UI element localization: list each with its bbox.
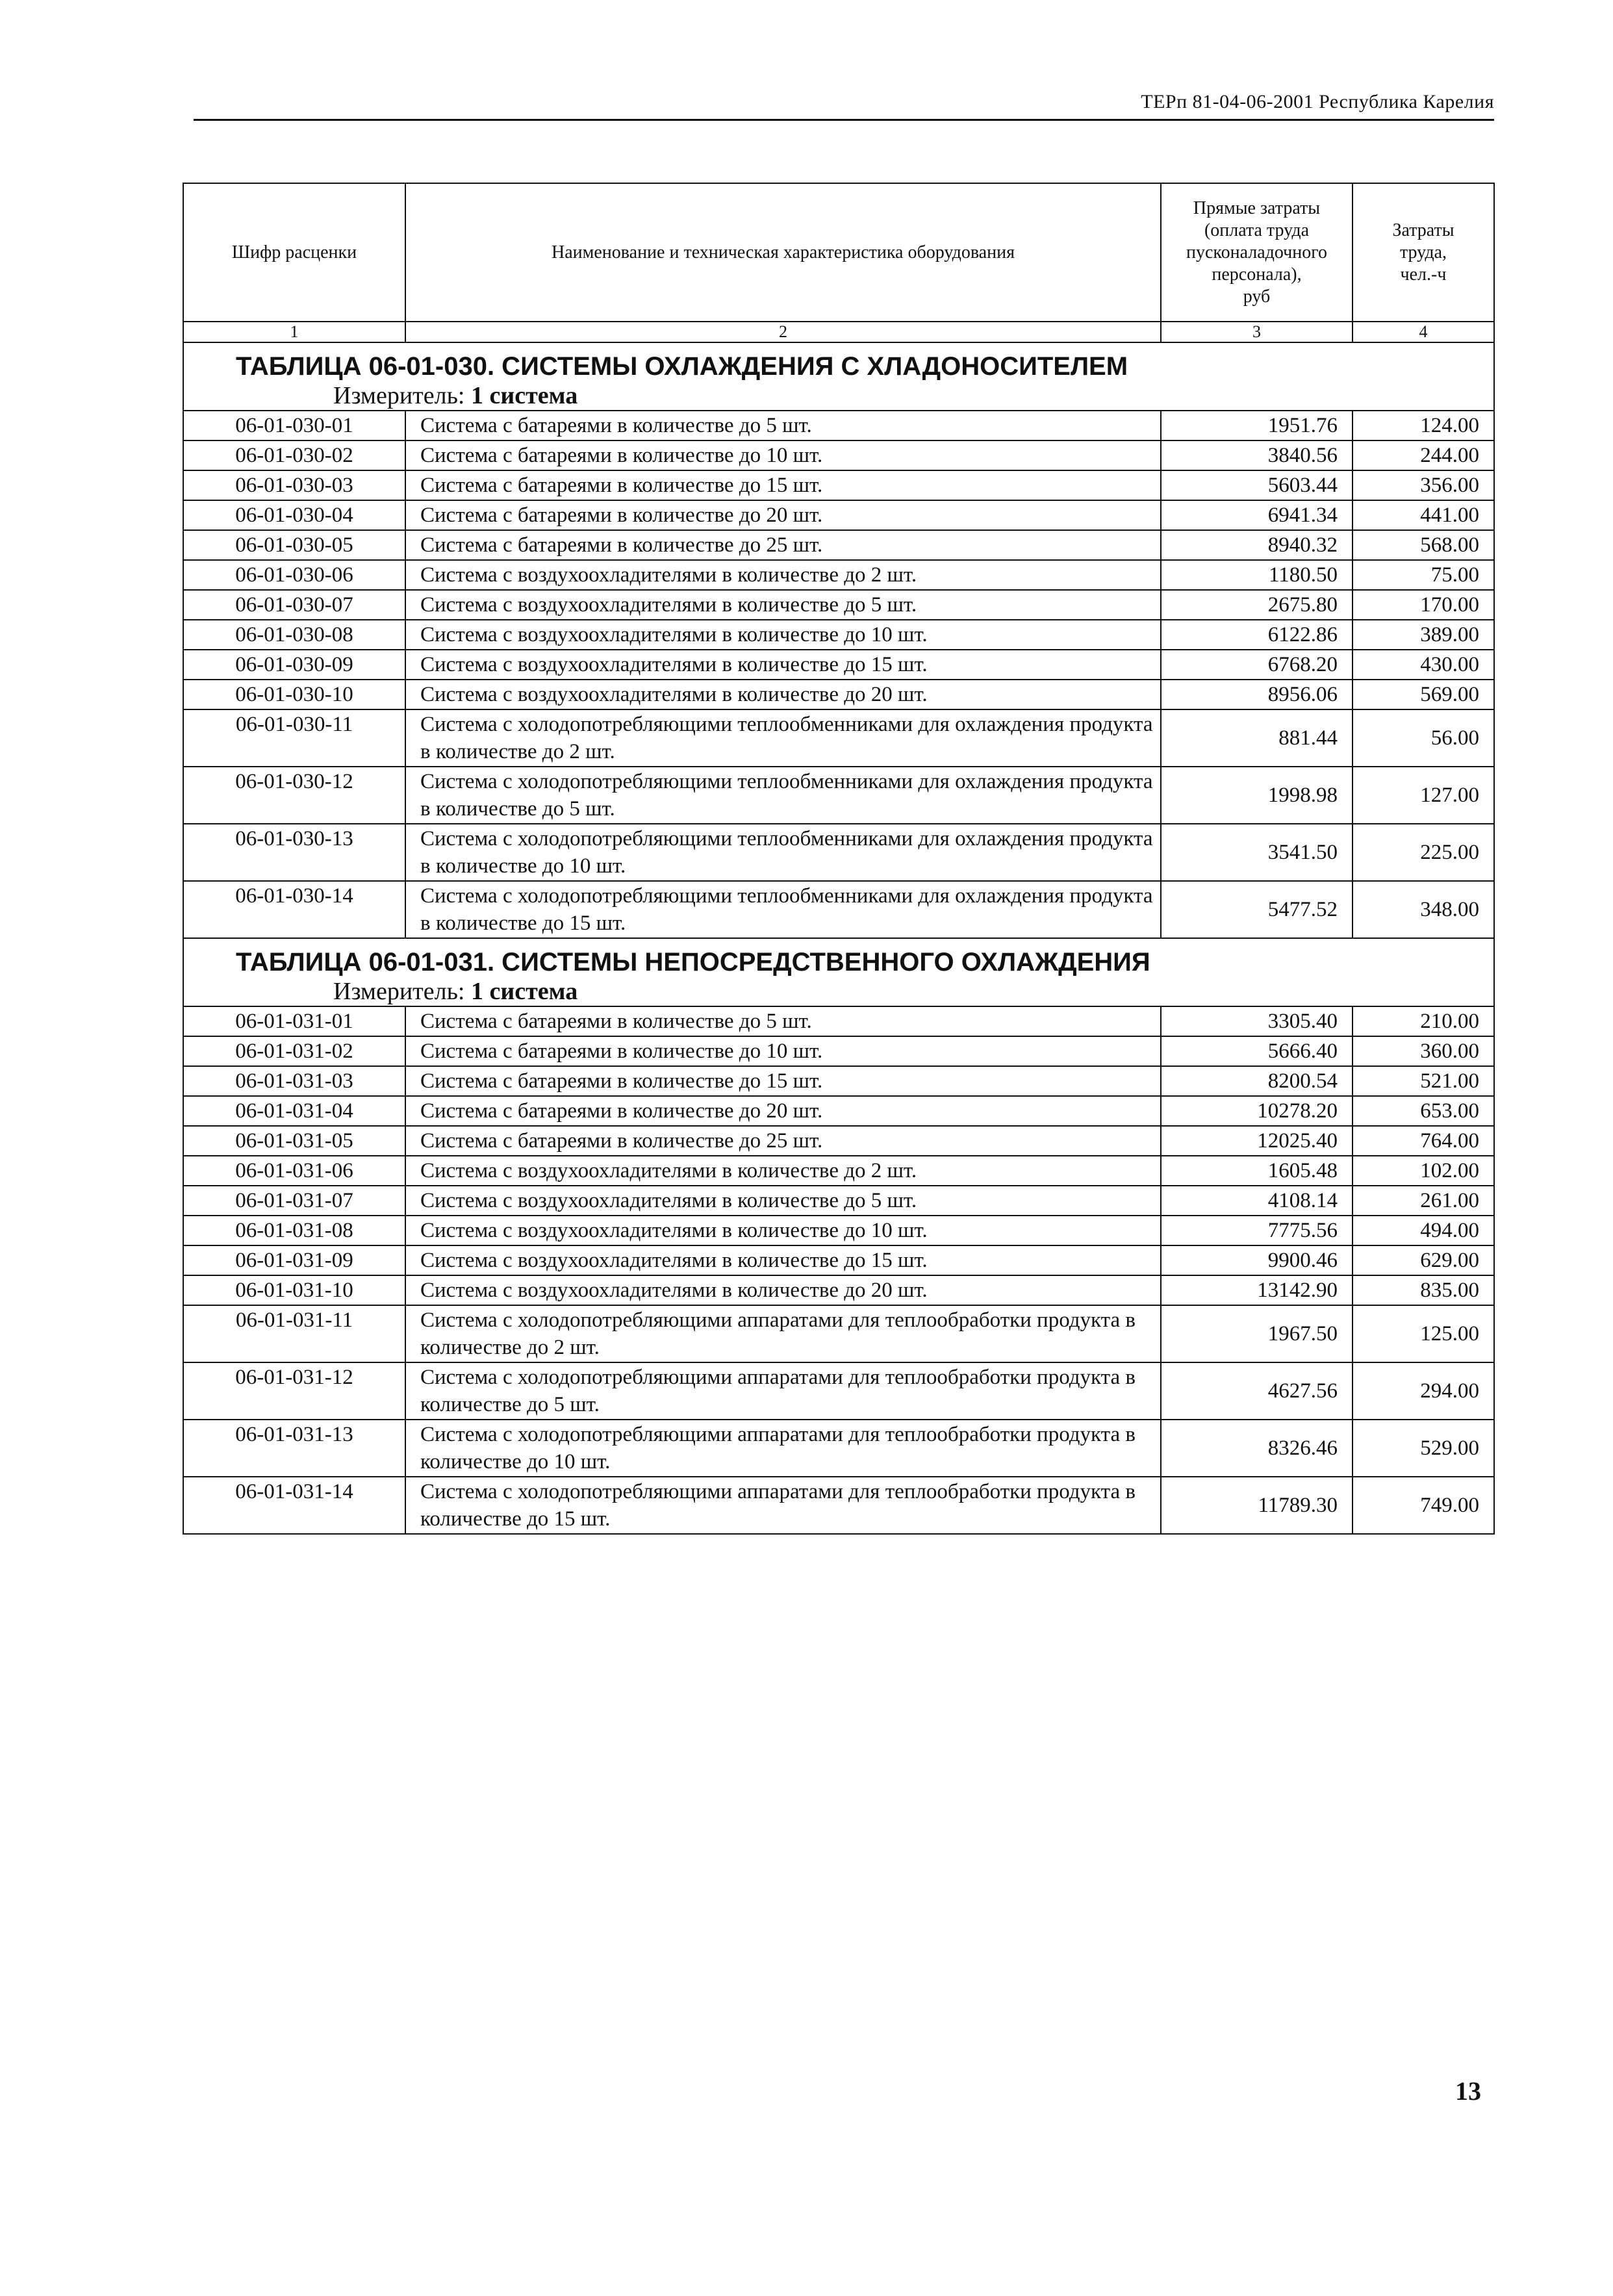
direct-cost-value: 8940.32 [1161,530,1353,560]
rate-code: 06-01-030-08 [183,620,405,650]
section-header-cell [183,938,1494,1006]
section-title: ТАБЛИЦА 06-01-031. СИСТЕМЫ НЕПОСРЕДСТВЕННОГО ОХЛАЖДЕНИЯ [236,948,1150,976]
item-description: Система с воздухоохладителями в количестве до 5 шт. [405,590,1161,620]
direct-cost-value: 3840.56 [1161,440,1353,470]
document-header-title: ТЕРп 81-04-06-2001 Республика Карелия [1141,91,1494,112]
price-table [183,183,1495,1535]
rate-code: 06-01-030-11 [183,709,405,767]
direct-cost-value: 3541.50 [1161,824,1353,881]
rate-code: 06-01-030-13 [183,824,405,881]
rate-code: 06-01-031-11 [183,1305,405,1362]
labor-cost-value: 75.00 [1353,560,1494,590]
column-number: 2 [405,322,1161,342]
rate-code: 06-01-031-12 [183,1362,405,1420]
section-header-row [183,342,1494,411]
labor-cost-value: 389.00 [1353,620,1494,650]
direct-cost-value: 3305.40 [1161,1006,1353,1036]
table-row [183,470,1494,500]
rate-code: 06-01-031-03 [183,1066,405,1096]
item-description: Система с холодопотребляющими теплообменниками для охлаждения продукта в количестве до 5 шт. [405,767,1161,824]
direct-cost-value: 6941.34 [1161,500,1353,530]
direct-cost-value: 1180.50 [1161,560,1353,590]
item-description: Система с батареями в количестве до 20 шт. [405,500,1161,530]
table-row [183,1036,1494,1066]
table-row [183,1477,1494,1534]
unit-label: Измеритель: [333,978,465,1005]
direct-cost-value: 10278.20 [1161,1096,1353,1126]
item-description: Система с батареями в количестве до 5 шт. [405,411,1161,440]
labor-cost-value: 441.00 [1353,500,1494,530]
item-description: Система с воздухоохладителями в количестве до 2 шт. [405,1156,1161,1186]
table-row [183,1362,1494,1420]
item-description: Система с холодопотребляющими аппаратами для теплообработки продукта в количестве до 5 шт. [405,1362,1161,1420]
item-description: Система с батареями в количестве до 10 шт. [405,1036,1161,1066]
direct-cost-value: 1951.76 [1161,411,1353,440]
rate-code: 06-01-031-05 [183,1126,405,1156]
rate-code: 06-01-030-06 [183,560,405,590]
column-header-labor-line: чел.-ч [1400,264,1447,285]
table-row [183,1245,1494,1275]
table-row [183,1275,1494,1305]
item-description: Система с холодопотребляющими аппаратами для теплообработки продукта в количестве до 10 шт. [405,1420,1161,1477]
column-number: 4 [1353,322,1494,342]
labor-cost-value: 360.00 [1353,1036,1494,1066]
item-description: Система с воздухоохладителями в количестве до 15 шт. [405,650,1161,680]
direct-cost-value: 5666.40 [1161,1036,1353,1066]
labor-cost-value: 529.00 [1353,1420,1494,1477]
direct-cost-value: 1998.98 [1161,767,1353,824]
rate-code: 06-01-030-03 [183,470,405,500]
item-description: Система с холодопотребляющими теплообменниками для охлаждения продукта в количестве до 15 шт. [405,881,1161,938]
direct-cost-value: 1967.50 [1161,1305,1353,1362]
rate-code: 06-01-031-02 [183,1036,405,1066]
labor-cost-value: 629.00 [1353,1245,1494,1275]
labor-cost-value: 835.00 [1353,1275,1494,1305]
rate-code: 06-01-030-05 [183,530,405,560]
unit-label: Измеритель: [333,382,465,409]
direct-cost-value: 4627.56 [1161,1362,1353,1420]
column-header-cost-line: Прямые затраты [1193,198,1321,218]
table-row [183,680,1494,709]
column-header-name: Наименование и техническая характеристика оборудования [405,183,1161,322]
table-row [183,1066,1494,1096]
item-description: Система с батареями в количестве до 25 шт. [405,530,1161,560]
table-row [183,650,1494,680]
rate-code: 06-01-031-09 [183,1245,405,1275]
labor-cost-value: 569.00 [1353,680,1494,709]
table-row [183,530,1494,560]
column-number: 1 [183,322,405,342]
rate-code: 06-01-030-01 [183,411,405,440]
section-title: ТАБЛИЦА 06-01-030. СИСТЕМЫ ОХЛАЖДЕНИЯ С ХЛАДОНОСИТЕЛЕМ [236,352,1128,381]
labor-cost-value: 653.00 [1353,1096,1494,1126]
table-row [183,1186,1494,1216]
labor-cost-value: 348.00 [1353,881,1494,938]
item-description: Система с воздухоохладителями в количестве до 20 шт. [405,680,1161,709]
column-header-cost [1161,183,1353,322]
direct-cost-value: 8326.46 [1161,1420,1353,1477]
table-row [183,590,1494,620]
direct-cost-value: 7775.56 [1161,1216,1353,1245]
table-row [183,1156,1494,1186]
labor-cost-value: 430.00 [1353,650,1494,680]
direct-cost-value: 8200.54 [1161,1066,1353,1096]
item-description: Система с воздухоохладителями в количестве до 15 шт. [405,1245,1161,1275]
rate-code: 06-01-030-12 [183,767,405,824]
rate-code: 06-01-031-13 [183,1420,405,1477]
column-header-cost-line: руб [1243,286,1271,307]
labor-cost-value: 294.00 [1353,1362,1494,1420]
column-header-labor-line: Затраты [1392,220,1454,240]
direct-cost-value: 881.44 [1161,709,1353,767]
table-row [183,1096,1494,1126]
rate-code: 06-01-030-09 [183,650,405,680]
table-row [183,1216,1494,1245]
direct-cost-value: 6768.20 [1161,650,1353,680]
rate-code: 06-01-030-10 [183,680,405,709]
page-number: 13 [1455,2076,1481,2106]
labor-cost-value: 356.00 [1353,470,1494,500]
item-description: Система с холодопотребляющими аппаратами для теплообработки продукта в количестве до 15 шт. [405,1477,1161,1534]
labor-cost-value: 494.00 [1353,1216,1494,1245]
rate-code: 06-01-031-01 [183,1006,405,1036]
labor-cost-value: 102.00 [1353,1156,1494,1186]
item-description: Система с батареями в количестве до 10 шт. [405,440,1161,470]
labor-cost-value: 56.00 [1353,709,1494,767]
labor-cost-value: 261.00 [1353,1186,1494,1216]
labor-cost-value: 568.00 [1353,530,1494,560]
item-description: Система с холодопотребляющими аппаратами для теплообработки продукта в количестве до 2 шт. [405,1305,1161,1362]
column-header-cost-line: (оплата труда [1204,220,1310,240]
rate-code: 06-01-031-10 [183,1275,405,1305]
item-description: Система с батареями в количестве до 15 шт. [405,470,1161,500]
table-header-row [183,183,1494,322]
item-description: Система с воздухоохладителями в количестве до 10 шт. [405,1216,1161,1245]
direct-cost-value: 12025.40 [1161,1126,1353,1156]
direct-cost-value: 1605.48 [1161,1156,1353,1186]
section-unit [333,381,1493,410]
item-description: Система с батареями в количестве до 25 шт. [405,1126,1161,1156]
direct-cost-value: 4108.14 [1161,1186,1353,1216]
item-description: Система с воздухоохладителями в количестве до 5 шт. [405,1186,1161,1216]
rate-code: 06-01-031-07 [183,1186,405,1216]
column-header-labor-line: труда, [1399,242,1447,262]
item-description: Система с батареями в количестве до 15 шт. [405,1066,1161,1096]
rate-code: 06-01-030-07 [183,590,405,620]
section-unit [333,977,1493,1006]
column-header-labor [1353,183,1494,322]
header-rule [194,119,1494,121]
rate-code: 06-01-030-14 [183,881,405,938]
direct-cost-value: 11789.30 [1161,1477,1353,1534]
labor-cost-value: 170.00 [1353,590,1494,620]
table-row [183,500,1494,530]
labor-cost-value: 749.00 [1353,1477,1494,1534]
table-row [183,881,1494,938]
section-header-row [183,938,1494,1006]
direct-cost-value: 2675.80 [1161,590,1353,620]
table-row [183,411,1494,440]
unit-value: 1 система [471,382,578,409]
table-row [183,767,1494,824]
rate-code: 06-01-031-14 [183,1477,405,1534]
table-row [183,1305,1494,1362]
labor-cost-value: 127.00 [1353,767,1494,824]
table-row [183,560,1494,590]
item-description: Система с воздухоохладителями в количестве до 2 шт. [405,560,1161,590]
rate-code: 06-01-030-04 [183,500,405,530]
direct-cost-value: 6122.86 [1161,620,1353,650]
column-number-row [183,322,1494,342]
rate-code: 06-01-031-06 [183,1156,405,1186]
direct-cost-value: 5603.44 [1161,470,1353,500]
item-description: Система с холодопотребляющими теплообменниками для охлаждения продукта в количестве до 2 шт. [405,709,1161,767]
section-header-cell [183,342,1494,411]
column-header-code: Шифр расценки [183,183,405,322]
item-description: Система с батареями в количестве до 5 шт. [405,1006,1161,1036]
labor-cost-value: 210.00 [1353,1006,1494,1036]
table-row [183,824,1494,881]
table-row [183,620,1494,650]
table-row [183,709,1494,767]
table-row [183,1420,1494,1477]
item-description: Система с холодопотребляющими теплообменниками для охлаждения продукта в количестве до 10 шт. [405,824,1161,881]
column-header-cost-line: персонала), [1212,264,1302,285]
column-number: 3 [1161,322,1353,342]
rate-code: 06-01-031-04 [183,1096,405,1126]
column-header-cost-line: пусконаладочного [1186,242,1328,262]
direct-cost-value: 9900.46 [1161,1245,1353,1275]
item-description: Система с воздухоохладителями в количестве до 20 шт. [405,1275,1161,1305]
table-row [183,1006,1494,1036]
item-description: Система с воздухоохладителями в количестве до 10 шт. [405,620,1161,650]
direct-cost-value: 5477.52 [1161,881,1353,938]
labor-cost-value: 521.00 [1353,1066,1494,1096]
labor-cost-value: 225.00 [1353,824,1494,881]
direct-cost-value: 8956.06 [1161,680,1353,709]
labor-cost-value: 124.00 [1353,411,1494,440]
labor-cost-value: 125.00 [1353,1305,1494,1362]
unit-value: 1 система [471,978,578,1005]
labor-cost-value: 244.00 [1353,440,1494,470]
rate-code: 06-01-030-02 [183,440,405,470]
table-row [183,440,1494,470]
table-row [183,1126,1494,1156]
direct-cost-value: 13142.90 [1161,1275,1353,1305]
labor-cost-value: 764.00 [1353,1126,1494,1156]
item-description: Система с батареями в количестве до 20 шт. [405,1096,1161,1126]
rate-code: 06-01-031-08 [183,1216,405,1245]
